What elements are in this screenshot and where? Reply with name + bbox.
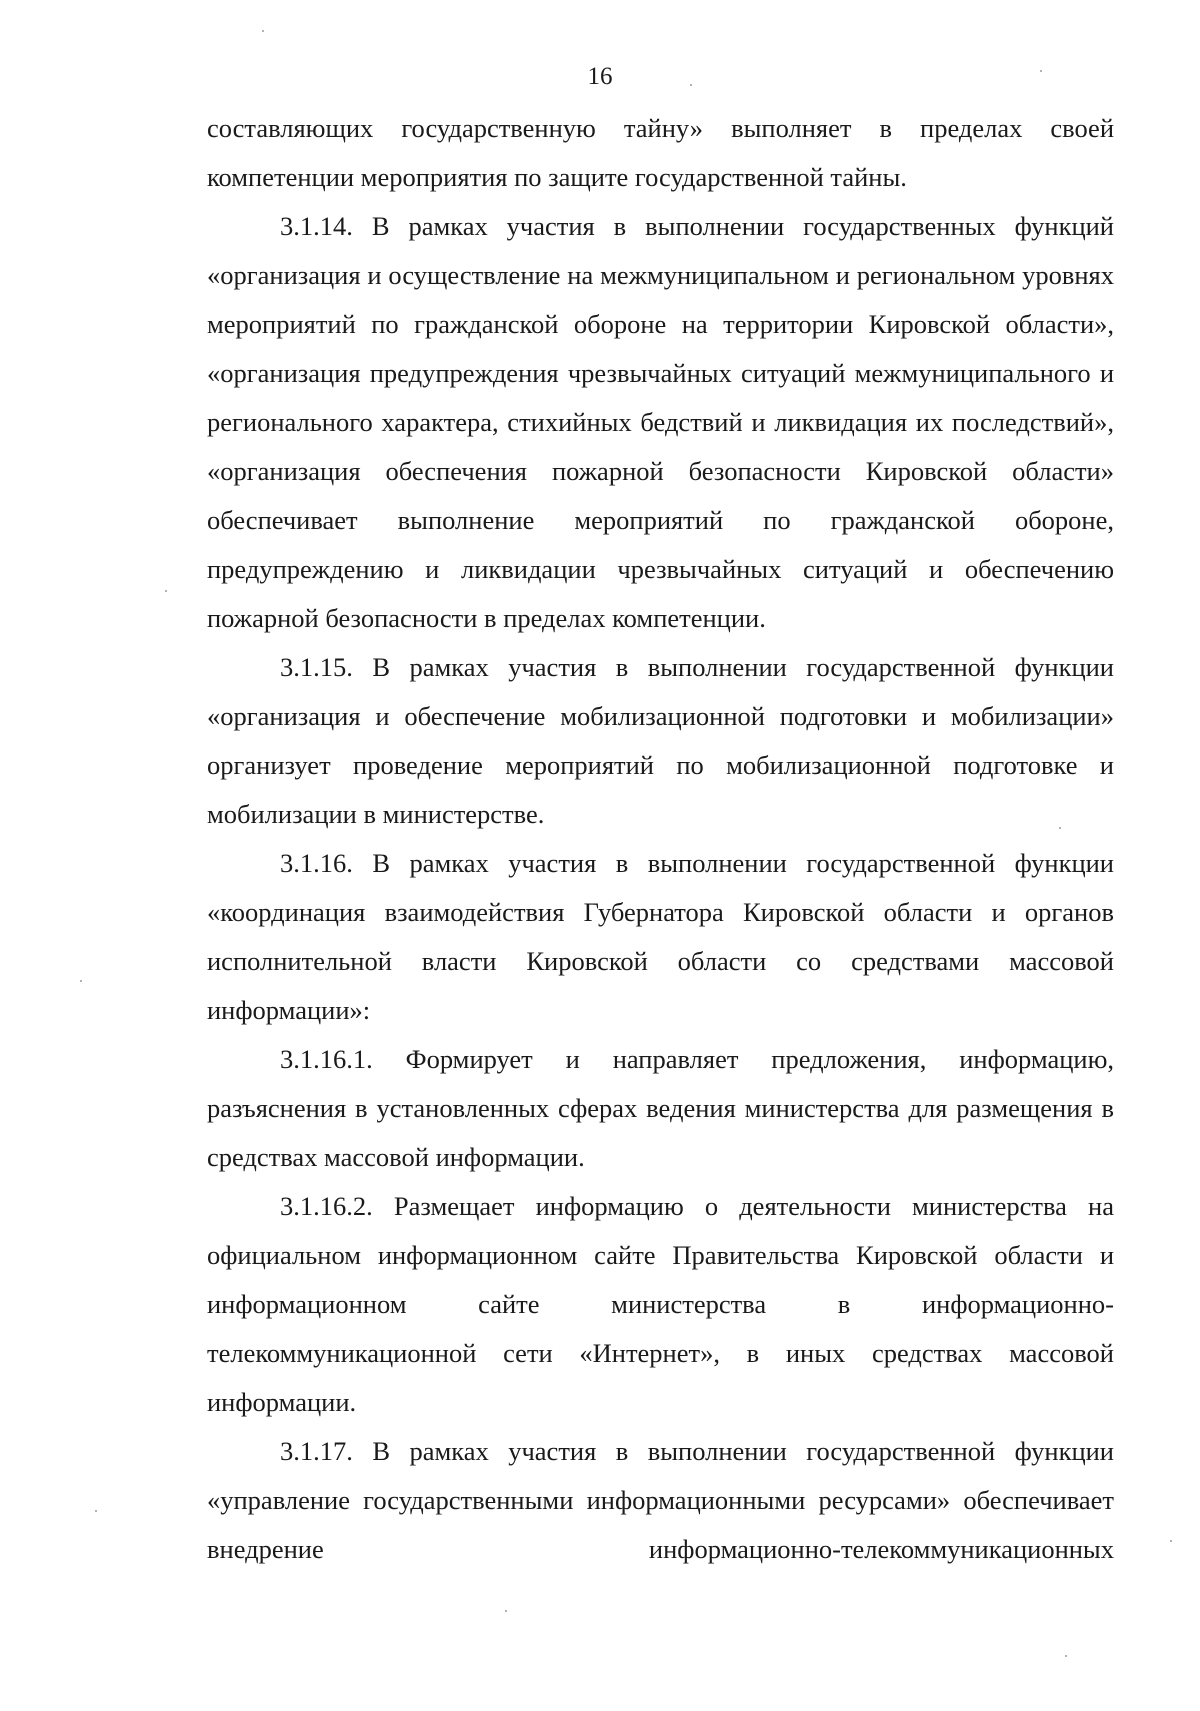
scan-speck	[1065, 1655, 1067, 1657]
scan-speck	[505, 1610, 507, 1612]
paragraph-3-1-14: 3.1.14. В рамках участия в выполнении государственных функций «организация и осуществление на межмуниципальном и региональном уровнях мероприятий по гражданской обороне на территории Кировской области», «организация предупреждения чрезвычайных ситуаций межмуниципального и регионального характера, стихийных бедствий и ликвидация их последствий», «организация обеспечения пожарной безопасности Кировской области» обеспечивает выполнение мероприятий по гражданской обороне, предупреждению и ликвидации чрезвычайных ситуаций и обеспечению пожарной безопасности в пределах компетенции.	[207, 211, 1114, 633]
paragraph-3-1-17: 3.1.17. В рамках участия в выполнении государственной функции «управление государственными информационными ресурсами» обеспечивает внедрение информационно-телекоммуникационных	[207, 1436, 1114, 1564]
document-body	[207, 104, 1114, 1574]
scan-speck	[690, 84, 692, 86]
scan-speck	[1040, 70, 1042, 72]
paragraph-3-1-16: 3.1.16. В рамках участия в выполнении государственной функции «координация взаимодействия Губернатора Кировской области и органов исполнительной власти Кировской области со средствами массовой информации»:	[207, 848, 1114, 1025]
scan-speck	[1170, 1540, 1172, 1542]
paragraph-3-1-16-1: 3.1.16.1. Формирует и направляет предложения, информацию, разъяснения в установленных сферах ведения министерства для размещения в средствах массовой информации.	[207, 1044, 1114, 1172]
scan-speck	[80, 980, 82, 982]
paragraph-3-1-16-2: 3.1.16.2. Размещает информацию о деятельности министерства на официальном информационном сайте Правительства Кировской области и информационном сайте министерства в информационно-телекоммуникационной сети «Интернет», в иных средствах массовой информации.	[207, 1191, 1114, 1417]
scan-speck	[95, 1510, 97, 1512]
page-number: 16	[587, 63, 613, 90]
scan-speck	[165, 590, 167, 592]
scan-speck	[262, 30, 264, 32]
paragraph-3-1-15: 3.1.15. В рамках участия в выполнении государственной функции «организация и обеспечение мобилизационной подготовки и мобилизации» организует проведение мероприятий по мобилизационной подготовке и мобилизации в министерстве.	[207, 652, 1114, 829]
scan-speck	[1059, 827, 1061, 829]
paragraph-continuation: составляющих государственную тайну» выполняет в пределах своей компетенции мероприятия по защите государственной тайны.	[207, 113, 1114, 192]
